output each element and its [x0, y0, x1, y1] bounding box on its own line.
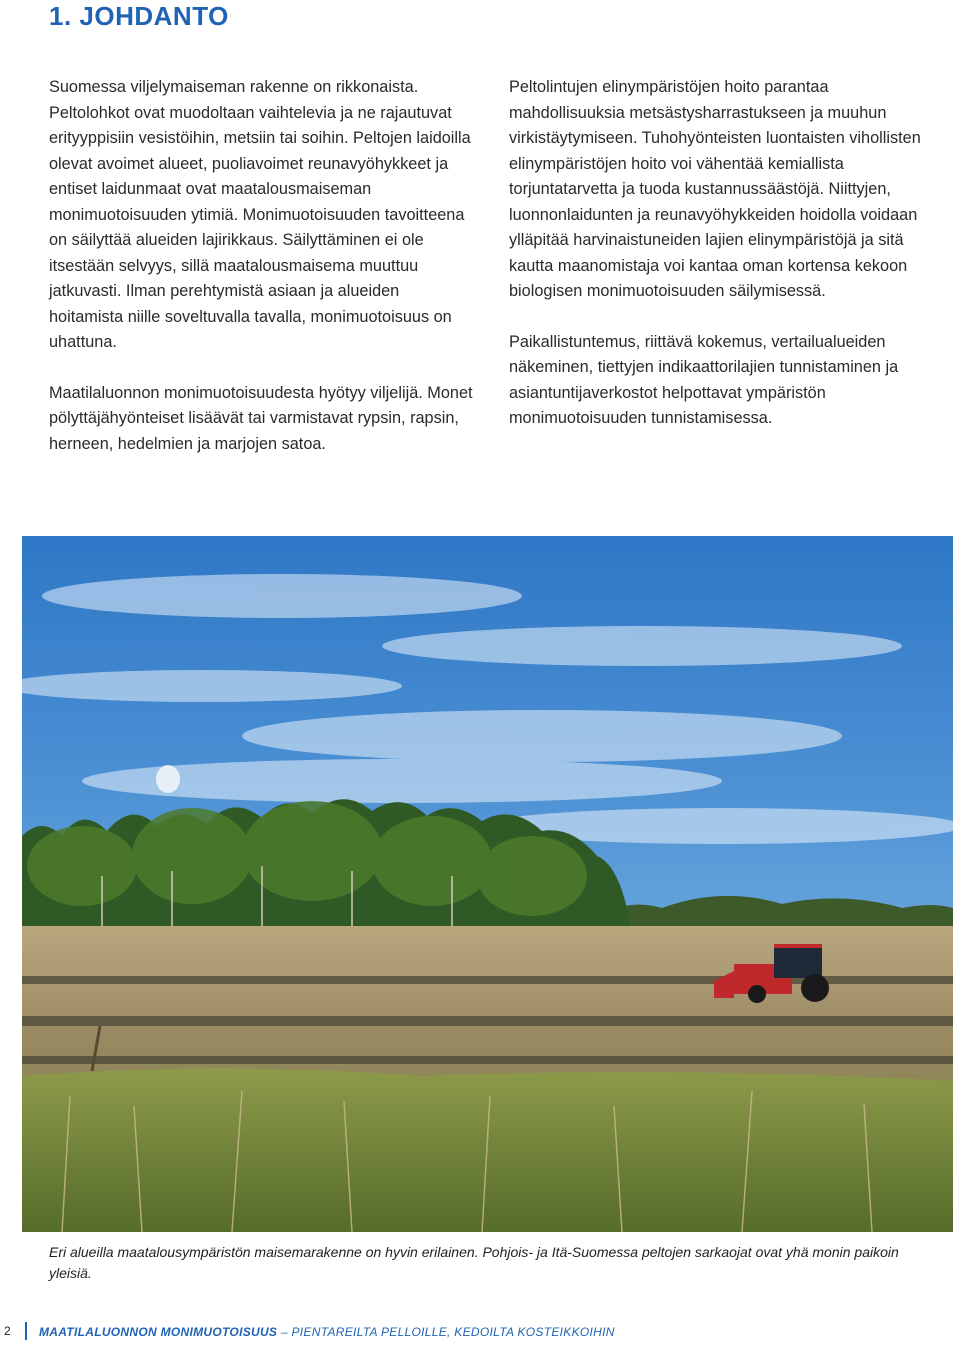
- publication-subtitle: – PIENTAREILTA PELLOILLE, KEDOILTA KOSTEIKKOIHIN: [280, 1325, 615, 1339]
- landscape-photo: [22, 536, 953, 1232]
- page-footer: [0, 1322, 960, 1342]
- right-column: [509, 75, 933, 457]
- paragraph: Paikallistuntemus, riittävä kokemus, vertailualueiden näkeminen, tiettyjen indikaattorilajien tunnistaminen ja asiantuntijaverkostot helpottavat ympäristön monimuotoisuuden tunnistamisessa.: [509, 332, 899, 427]
- paragraph: Maatilaluonnon monimuotoisuudesta hyötyy viljelijä. Monet pölyttäjähyönteiset lisäävät tai varmistavat rypsin, rapsin, herneen, hedelmien ja marjojen satoa.: [49, 383, 473, 453]
- photo-caption: Eri alueilla maatalousympäristön maisemarakenne on hyvin erilainen. Pohjois- ja Itä-Suomessa peltojen sarkaojat ovat yhä monin paikoin yleisiä.: [49, 1244, 899, 1281]
- paragraph: Suomessa viljelymaiseman rakenne on rikkonaista. Peltolohkot ovat muodoltaan vaihtelevia ja ne rajautuvat erityyppisiin vesistöihin, metsiin tai soihin. Peltojen laidoilla olevat avoimet alueet, puoliavoimet reunavyöhykkeet ja entiset laidunmaat ovat maatalousmaiseman monimuotoisuuden ytimiä. Monimuotoisuuden tavoitteena on säilyttää alueiden lajirikkaus. Säilyttäminen ei ole itsestään selvyys, sillä maatalousmaisema muuttuu jatkuvasti. Ilman perehtymistä asiaan ja alueiden hoitamista niille soveltuvalla tavalla, monimuotoisuus on uhattuna.: [49, 78, 471, 351]
- publication-title: MAATILALUONNON MONIMUOTOISUUS: [39, 1325, 278, 1339]
- footer-title: [39, 1325, 615, 1339]
- footer-divider: [25, 1322, 27, 1340]
- page-heading: 1. JOHDANTO: [49, 1, 229, 31]
- page-number: 2: [4, 1324, 11, 1338]
- left-column: [49, 75, 473, 482]
- paragraph: Peltolintujen elinympäristöjen hoito parantaa mahdollisuuksia metsästysharrastukseen ja muuhun virkistäytymiseen. Tuhohyönteisten luontaisten vihollisten elinympäristöjen hoito voi vähentää kemiallista torjuntatarvetta ja tuoda kustannussäästöjä. Niittyjen, luonnonlaidunten ja reunavyöhykkeiden hoidolla voidaan ylläpitää harvinaistuneiden lajien elinympäristöjä ja sitä kautta maanomistaja voi kantaa oman kortensa kekoon biologisen monimuotoisuuden säilymisessä.: [509, 78, 921, 300]
